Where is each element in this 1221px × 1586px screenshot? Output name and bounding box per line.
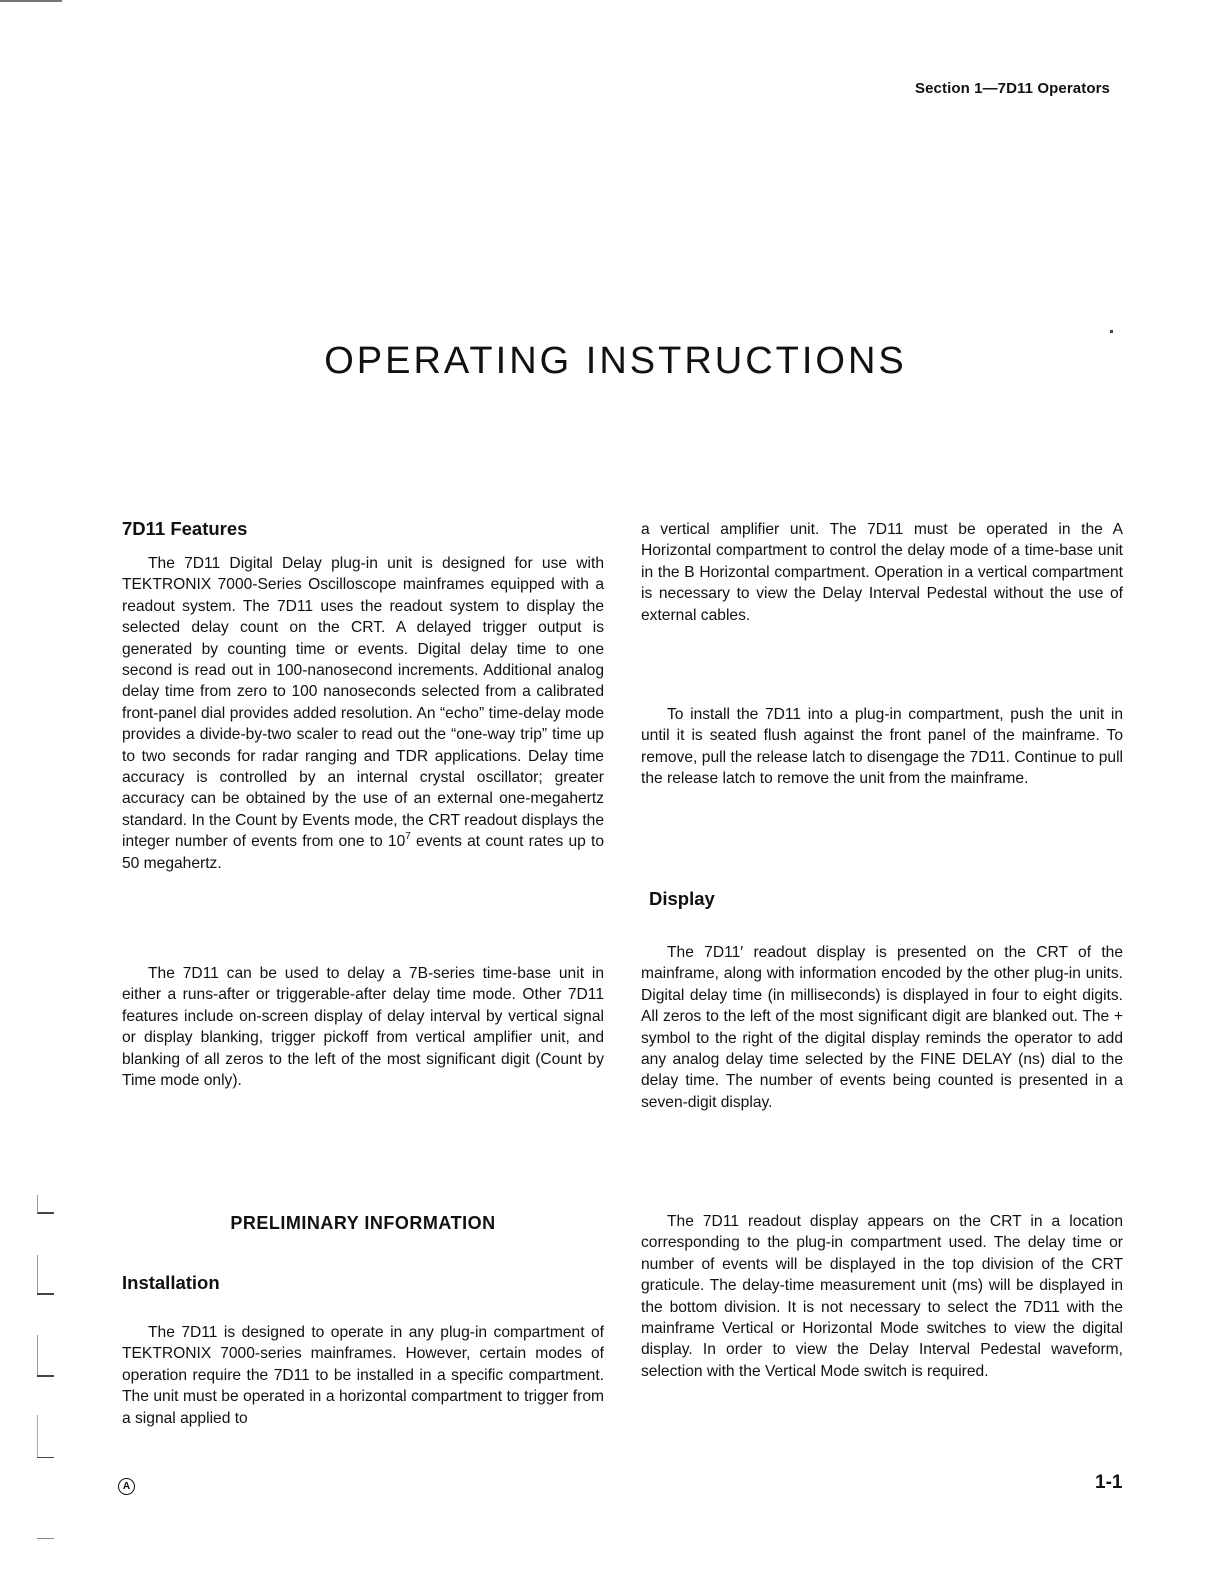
installation-p1-text: The 7D11 is designed to operate in any plug-in compartment of TEKTRONIX 7000-series mainframes. However, certain modes of operation require the 7D11 to be installed in a specific compartment. The unit must be operated in a horizontal compartment to trigger from a signal applied to <box>122 1324 604 1427</box>
features-p2-text: The 7D11 can be used to delay a 7B-series time-base unit in either a runs-after or triggerable-after delay time mode. Other 7D11 features include on-screen display of delay interval by vertical signal or display blanking, trigger pickoff from vertical amplifier unit, and blanking of all zeros to the left of the most significant digit (Count by Time mode only). <box>122 965 604 1090</box>
section-heading-display: Display <box>649 888 715 909</box>
installation-p2-text: To install the 7D11 into a plug-in compartment, push the unit in until it is seated flush against the front panel of the mainframe. To remove, pull the release latch to disengage the 7D11. Continue to pull the release latch to remove the unit from the mainframe. <box>641 706 1123 788</box>
scan-artifact-mark <box>1110 330 1113 333</box>
running-head: Section 1—7D11 Operators <box>915 80 1110 97</box>
display-p2-text: The 7D11 readout display appears on the CRT in a location corresponding to the plug-in compartment used. The delay time or number of events will be displayed in the top division of the CRT graticule. The delay-time measurement unit (ms) will be displayed in the bottom division. It is not necessary to select the 7D11 with the mainframe Vertical or Horizontal Mode switches to view the digital display. In order to view the Delay Interval Pedestal waveform, selection with the Vertical Mode switch is required. <box>641 1213 1123 1380</box>
scan-artifact-mark <box>37 1195 38 1213</box>
display-paragraph-1 <box>641 942 1123 1113</box>
section-heading-features: 7D11 Features <box>122 518 248 539</box>
revision-mark-icon: A <box>118 1478 135 1495</box>
scan-edge-line <box>0 0 62 2</box>
installation-paragraph-1 <box>122 1322 604 1429</box>
features-paragraph-1 <box>122 553 604 874</box>
section-heading-preliminary: PRELIMINARY INFORMATION <box>230 1213 496 1233</box>
scan-artifact-mark <box>37 1415 38 1457</box>
features-p1-tail: events at count rates up to 50 megahertz. <box>122 833 604 872</box>
page-title: OPERATING INSTRUCTIONS <box>324 340 907 382</box>
scan-artifact-mark <box>37 1335 38 1375</box>
display-p1-text: The 7D11′ readout display is presented on the CRT of the mainframe, along with information encoded by the other plug-in units. Digital delay time (in milliseconds) is displayed in four to eight digits. All zeros to the left of the most significant digit are blanked out. The + symbol to the right of the digital display reminds the operator to add any analog delay time selected by the FINE DELAY (ns) dial to the delay time. The number of events being counted is presented in a seven-digit display. <box>641 944 1123 1111</box>
installation-paragraph-2 <box>641 704 1123 790</box>
scan-artifact-mark <box>37 1375 54 1377</box>
installation-p1-cont-text: a vertical amplifier unit. The 7D11 must be operated in the A Horizontal compartment to control the delay mode of a time-base unit in the B Horizontal compartment. Operation in a vertical compartment is necessary to view the Delay Interval Pedestal without the use of external cables. <box>641 521 1123 624</box>
page-number: 1-1 <box>1095 1472 1123 1493</box>
scan-artifact-mark <box>37 1293 54 1295</box>
display-paragraph-2 <box>641 1211 1123 1382</box>
scan-artifact-mark <box>37 1255 38 1293</box>
scan-artifact-mark <box>37 1457 54 1458</box>
features-p1-text: The 7D11 Digital Delay plug-in unit is designed for use with TEKTRONIX 7000-Series Oscilloscope mainframes equipped with a readout system. The 7D11 uses the readout system to display the selected delay count on the CRT. A delayed trigger output is generated by counting time or events. Digital delay time to one second is read out in 100-nanosecond increments. Additional analog delay time from zero to 100 nanoseconds selected from a calibrated front-panel dial provides added resolution. An “echo” time-delay mode provides a divide-by-two scaler to read out the “one-way trip” time up to two seconds for radar ranging and TDR applications. Delay time accuracy is controlled by an internal crystal oscillator; greater accuracy can be obtained by the use of an external one-megahertz standard. In the Count by Events mode, the CRT readout displays the integer number of events from one to 10 <box>122 555 604 851</box>
scan-artifact-mark <box>37 1538 54 1539</box>
section-heading-installation: Installation <box>122 1272 220 1293</box>
installation-paragraph-1-continued <box>641 519 1123 626</box>
features-paragraph-2 <box>122 963 604 1091</box>
exponent: 7 <box>405 831 411 843</box>
scan-artifact-mark <box>37 1212 54 1214</box>
